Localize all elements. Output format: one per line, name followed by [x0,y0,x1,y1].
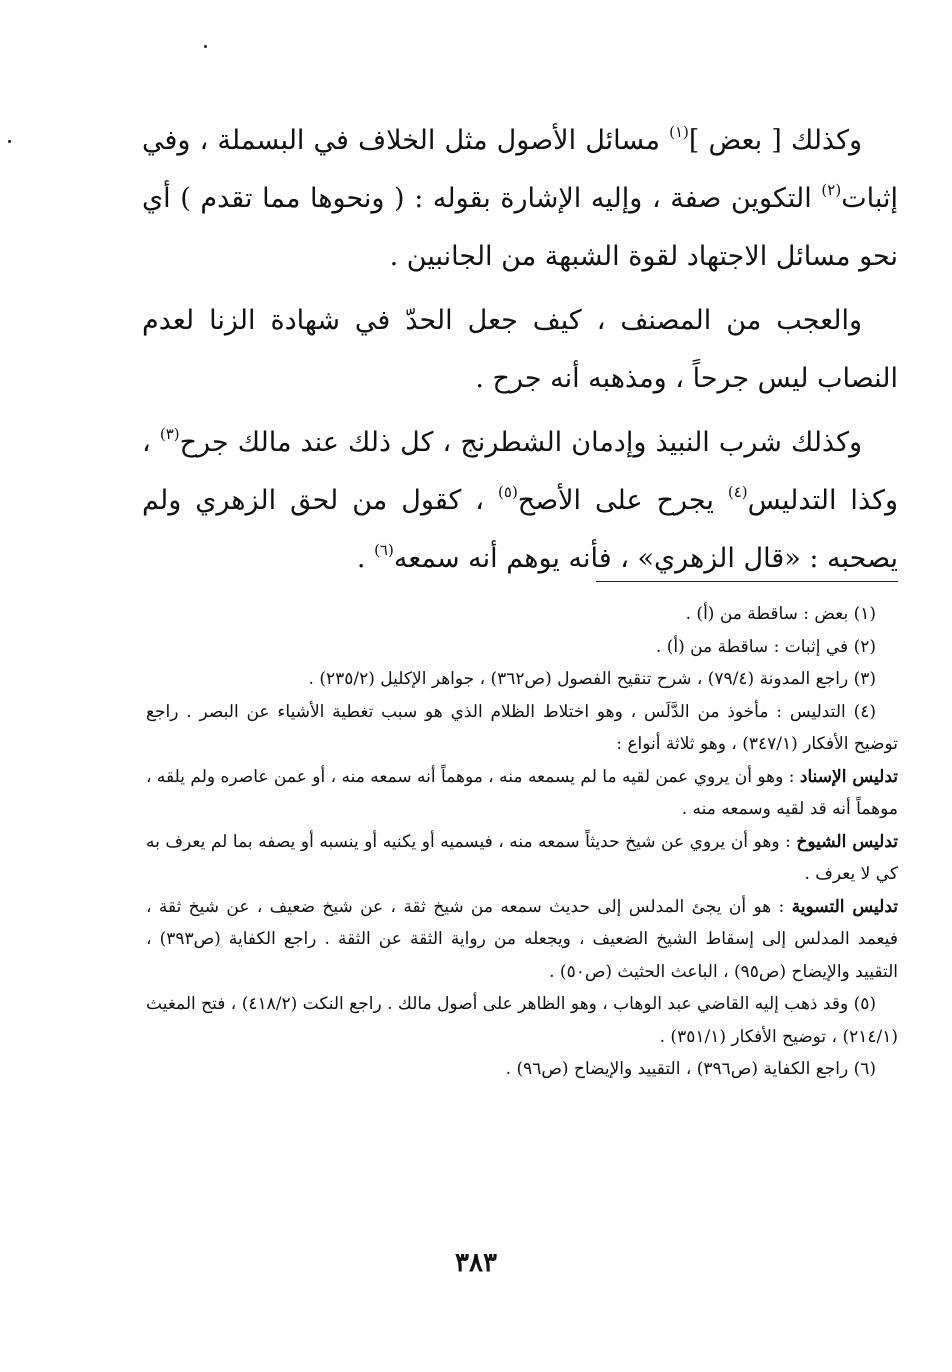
text-run: (٢) في إثبات : ساقطة من (أ) . [655,636,876,657]
text-run: : وهو أن يروي عمن لقيه ما لم يسمعه منه ، موهماً أنه سمعه منه ، أو عمن عاصره ولم يلقه ، موهماً أنه قد لقيه وسمعه منه . [146,766,898,819]
footnote-item [146,631,898,664]
text-run: (٦) راجع الكفاية (ص٣٩٦) ، التقييد والإيضاح (ص٩٦) . [505,1059,876,1079]
footnote-ref: (٦) [374,541,394,559]
footnote-subitem [146,761,898,826]
text-run: التكوين صفة ، وإليه الإشارة بقوله : ( ونحوها مما تقدم ) أي نحو مسائل الاجتهاد لقوة الشبهة من الجانبين . [142,183,898,272]
text-run: يجرح على الأصح [517,485,728,516]
text-run: (٣) راجع المدونة (٧٩/٤) ، شرح تنقيح الفصول (ص٣٦٢) ، جواهر الإكليل (٢٣٥/٢) . [308,669,876,689]
scan-speck [8,140,11,143]
footnote-ref: (٢) [821,181,842,199]
footnote-ref: (١) [669,123,689,141]
footnotes-block [146,598,898,1086]
text-run: : وهو أن يروي عن شيخ حديثاً سمعه منه ، فيسميه أو يكنيه أو ينسبه أو يصفه بما لم يعرف به كي لا يعرف . [146,831,898,884]
footnote-item [146,988,898,1053]
footnote-subitem [146,891,898,989]
footnote-subitem [146,826,898,891]
text-run: وكذلك [ بعض ] [688,125,862,156]
text-run: (١) بعض : ساقطة من (أ) . [685,604,876,624]
footnote-ref: (٥) [498,483,518,501]
text-run: : هو أن يجئ المدلس إلى حديث سمعه من شيخ ثقة ، عن شيخ ضعيف ، عن شيخ ثقة ، فيعمد المدلس إلى إسقاط الشيخ الضعيف ، ويجعله من رواية الثقة عن الثقة . راجع الكفاية (ص٣٩٣) ، التقييد والإيضاح (ص٩٥) ، الباعث الحثيث (ص٥٠) . [146,896,898,982]
footnote-item [146,1053,898,1086]
text-run: (٤) التدليس : مأخوذ من الدَّلَس ، وهو اختلاط الظلام الذي هو سبب تغطية الأشياء عن البصر . راجع توضيح الأفكار (٣٤٧/١) ، وهو ثلاثة أنواع : [146,701,898,754]
text-run: (٥) وقد ذهب إليه القاضي عبد الوهاب ، وهو الظاهر على أصول مالك . راجع النكت (٤١٨/٢) ، فتح المغيث (٢١٤/١) ، توضيح الأفكار (٣٥١/١) . [146,994,898,1047]
text-run: مسائل الأصول مثل الخلاف في البسملة ، وفي إثبات [142,125,898,214]
main-paragraph [142,292,898,408]
main-text-block [142,112,898,594]
text-run: وكذلك شرب النبيذ وإدمان الشطرنج ، كل ذلك عند مالك جرح [179,427,862,458]
subtype-heading: تدليس التسوية [791,896,898,917]
main-paragraph [142,112,898,286]
footnote-separator [596,581,898,582]
text-run: ، وكذا التدليس [142,427,899,516]
text-run: . [356,543,375,574]
subtype-heading: تدليس الإسناد [799,766,898,787]
footnote-item [146,696,898,761]
page-number: ٣٨٣ [455,1248,497,1278]
footnote-ref: (٤) [727,483,748,501]
footnote-item [146,663,898,696]
scan-speck [204,45,207,48]
footnote-ref: (٣) [159,425,180,443]
text-run: ، كقول من لحق الزهري ولم يصحبه : «قال الزهري» ، فأنه يوهم أنه سمعه [142,485,898,574]
text-run: والعجب من المصنف ، كيف جعل الحدّ في شهادة الزنا لعدم النصاب ليس جرحاً ، ومذهبه أنه جرح . [142,305,898,394]
main-paragraph [142,414,898,588]
subtype-heading: تدليس الشيوخ [796,831,898,852]
footnote-item [146,598,898,631]
